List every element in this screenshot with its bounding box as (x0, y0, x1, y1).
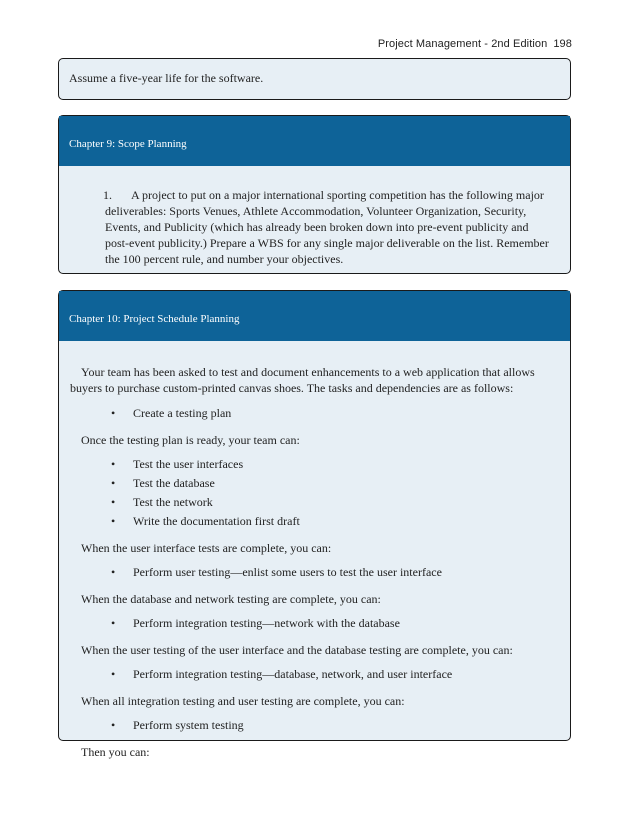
continuation-text: Assume a five-year life for the software. (69, 71, 264, 85)
task-list-4 (70, 614, 558, 633)
exercise-number: 1. (103, 188, 112, 202)
bullet: • (111, 476, 116, 490)
intro-paragraph: Your team has been asked to test and document enhancements to a web application that allows buyers to purchase custom-printed canvas shoes. The tasks and dependencies are as follows: (70, 365, 535, 395)
bullet: • (111, 565, 116, 579)
list-item: • Perform system testing (70, 716, 558, 735)
page-number: 198 (553, 38, 572, 50)
paragraph: When the database and network testing are complete, you can: (81, 592, 381, 606)
paragraph: When the user interface tests are complete, you can: (81, 541, 332, 555)
exercise-text: A project to put on a major international sporting competition has the following major deliverables: Sports Venues, Athlete Accommodation, Volunteer Organization, Security, Events, and Publicity (which has already been broken down into pre-event publicity and post-event publicity.) Prepare a WBS for any single major deliverable on the list. Remember the 100 percent rule, and number your objectives. (105, 188, 549, 266)
paragraph: Once the testing plan is ready, your team can: (81, 433, 300, 447)
paragraph: When the user testing of the user interface and the database testing are complete, you can: (81, 643, 513, 657)
bullet: • (111, 667, 116, 681)
running-header (378, 38, 572, 50)
bullet: • (111, 514, 116, 528)
task-list-1 (70, 404, 558, 423)
bullet: • (111, 457, 116, 471)
book-title: Project Management - 2nd Edition (377, 38, 548, 50)
chapter-10-heading: Chapter 10: Project Schedule Planning (59, 291, 570, 341)
chapter-9-heading: Chapter 9: Scope Planning (59, 116, 570, 166)
bullet: • (111, 718, 116, 732)
task-list-5 (70, 665, 558, 684)
task-list-3 (70, 563, 558, 582)
list-item: • Test the user interfaces (70, 455, 558, 474)
chapter-10-body (59, 341, 570, 760)
chapter-10-exercise-box (58, 290, 571, 759)
list-item: • Test the database (70, 474, 558, 493)
exercise-item (105, 187, 555, 267)
paragraph: Then you can: (81, 745, 150, 759)
list-item: • Test the network (70, 493, 558, 512)
list-item: • Perform integration testing—network with the database (70, 614, 558, 633)
list-item: • Write the documentation first draft (70, 512, 558, 531)
list-item: • Create a testing plan (70, 404, 558, 423)
bullet: • (111, 616, 116, 630)
bullet: • (111, 406, 116, 420)
task-list-6 (70, 716, 558, 735)
list-item: • Perform integration testing—database, network, and user interface (70, 665, 558, 684)
bullet: • (111, 495, 116, 509)
exercise-continuation-box (58, 58, 571, 100)
paragraph: When all integration testing and user testing are complete, you can: (81, 694, 405, 708)
task-list-2 (70, 455, 558, 531)
list-item: • Perform user testing—enlist some users to test the user interface (70, 563, 558, 582)
chapter-9-exercise-box (58, 115, 571, 274)
